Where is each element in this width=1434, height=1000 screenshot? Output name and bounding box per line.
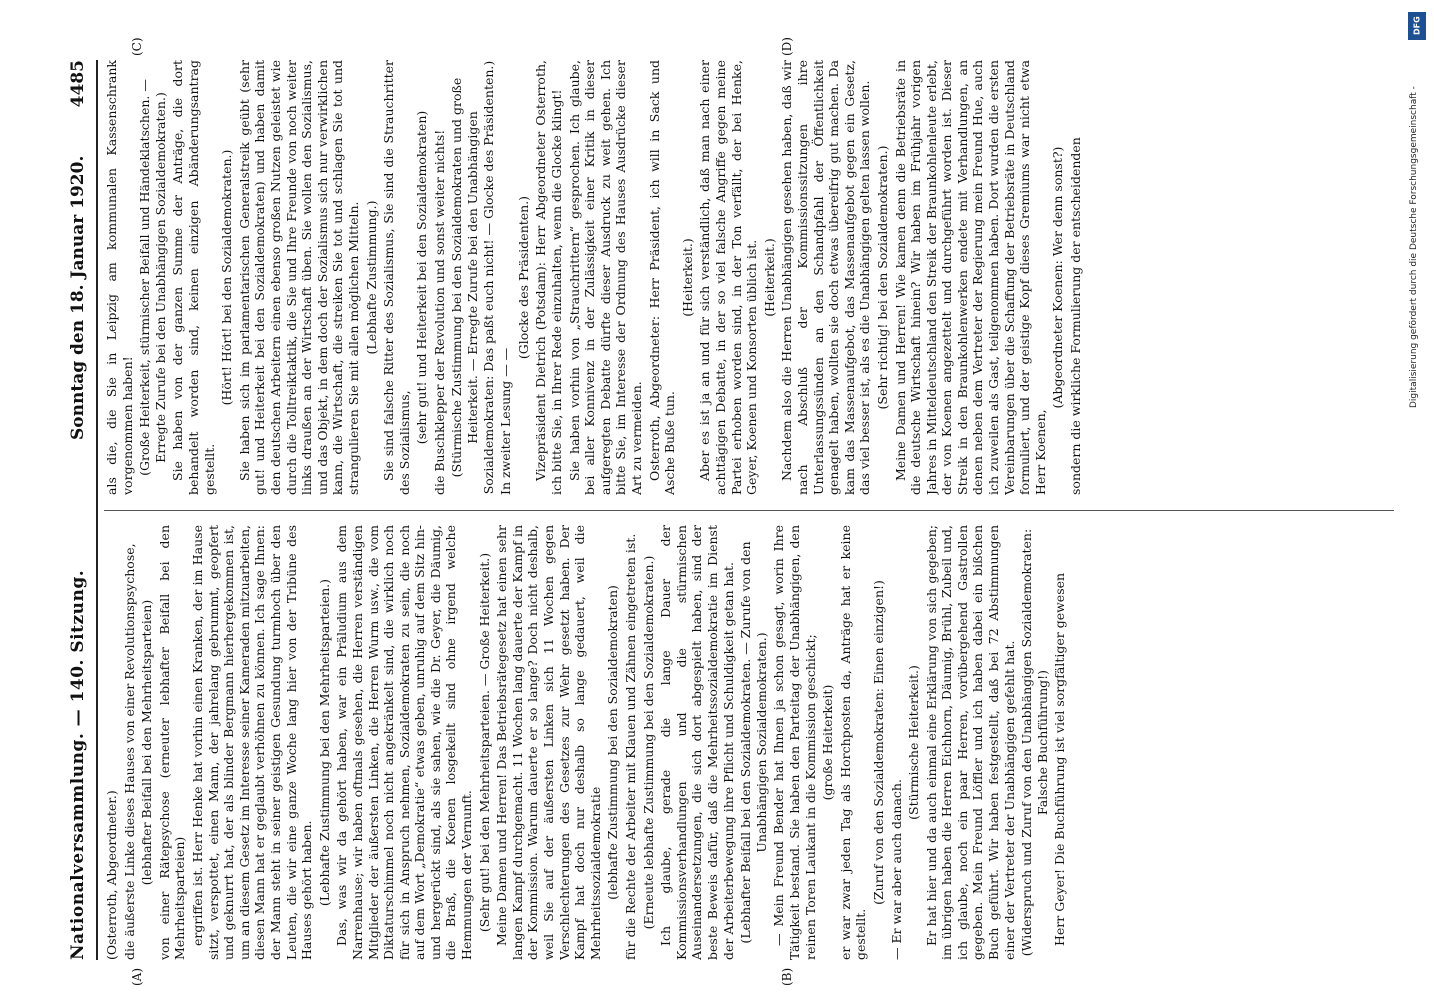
margin-mark-a: (A) (130, 967, 144, 986)
header-left: Nationalversammlung. — 140. Sitzung. (68, 569, 88, 960)
paragraph: — Er war aber auch danach. (888, 779, 904, 960)
paragraph: (Osterroth, Abgeordneter.) (104, 790, 119, 960)
paragraph: Sie haben von der ganzen Summe der Anträge, die dort behandelt worden sind, keinen einzigen Abänderungsantrag gestellt. (170, 60, 217, 495)
paragraph: Nachdem also die Herren Unabhängigen gesehen haben, daß wir nach Abschluß der Kommissionssitzungen ihre Unterlassungssünden an den Schandpfahl der Öffentlichkeit genagelt haben, wollten sie doch etwas übereifrig gut machen. Da kam das Massenaufgebot, das Massenaufgebot gegen ein Gesetz, das viel besser ist, als es die Unabhängigen gelten lassen wollen. (779, 60, 873, 495)
margin-mark-b: (B) (780, 967, 794, 986)
page-number: 4485 (68, 60, 88, 108)
paragraph: (Heiterkeit.) (679, 238, 695, 317)
paragraph: (lebhafte Zustimmung bei den Sozialdemokraten) (605, 585, 621, 900)
column-right (104, 60, 1394, 495)
paragraph: Sie haben vorhin von „Strauchrittern“ gesprochen. Ich glaube, bei aller Konnivenz in der Zulässigkeit einer Kritik in dieser aufgeregten Debatte dürfte dieser Ausdruck zu weit gehen. Ich bitte Sie, im Interesse der Ordnung des Hauses Ausdrücke dieser Art zu vermeiden. (566, 60, 644, 495)
paragraph: sondern die wirkliche Formulierung der entscheidenden (1068, 137, 1084, 495)
paragraph: Er hat hier und da auch einmal eine Erklärung von sich gegeben; im übrigen haben die Herren Eichhorn, Däumig, Brühl, Zubeil und, ich glaube, noch ein paar Herren, vorübergehend Gastrollen gegeben. Mein Freund Löffler und ich haben dabei ein bißchen Buch geführt. Wir haben festgestellt, daß bei 72 Abstimmungen einer der Vertreter der Unabhängigen gefehlt hat. (923, 525, 1017, 960)
column-left (104, 525, 1394, 960)
paragraph: (Widerspruch und Zuruf von den Unabhängigen Sozialdemokraten: Falsche Buchführung!) (1019, 528, 1050, 957)
digitization-sidebar (1406, 8, 1428, 992)
paragraph: Sie sind falsche Ritter des Sozialismus, Sie sind die Strauchritter des Sozialismus, (381, 60, 412, 495)
paragraph: Osterroth, Abgeordneter: Herr Präsident, ich will in Sack und Asche Buße tun. (646, 60, 678, 495)
paragraph: für die Rechte der Arbeiter mit Klauen und Zähnen eingetreten ist. (623, 533, 638, 960)
paragraph: Vizepräsident Dietrich (Potsdam): Herr Abgeordneter Osterroth, ich bitte Sie, in Ihrer Rede einzuhalten, wenn die Glocke klingt! (533, 60, 565, 495)
paragraph: Meine Damen und Herren! Wie kamen denn die Betriebsräte in die deutsche Wirtschaft hinein? Wir haben im Frühjahr vorigen Jahres in Mitteldeutschland den Streik der Braunkohlenleute erlebt, der von Koenen angezettelt und durchgeführt worden ist. Dieser Streik in den Braunkohlenwerken endete mit Verhandlungen, an denen neben dem Vertreter der Regierung mein Freund Hue, auch ich zuweilen als Gast, teilgenommen haben. Dort wurden die ersten Vereinbarungen über die Schaffung der Betriebsräte in Deutschland formuliert, und der geistige Kopf dieses Gremiums war nicht etwa Herr Koenen, (892, 60, 1048, 495)
digitization-credit: Digitalisierung gefördert durch die Deutsche Forschungsgemeinschaft - (1409, 86, 1419, 408)
paragraph: — Mein Freund Bender hat Ihnen ja schon gesagt, worin Ihre Tätigkeit bestand. Sie haben den Parteitag der Unabhängigen, den reinen Toren Laukant in die Kommission geschickt; (771, 525, 818, 960)
page-header (60, 60, 98, 960)
header-date: Sonntag den 18. Januar 1920. (68, 155, 88, 440)
paragraph: (Erneute lebhafte Zustimmung bei den Sozialdemokraten.) (640, 555, 656, 930)
rotated-page-content (60, 37, 1400, 986)
paragraph: In zweiter Lesung — — (498, 347, 514, 495)
paragraph: (Sehr richtig! bei den Sozialdemokraten.) (874, 145, 890, 410)
paragraph: (lebhafter Beifall bei den Mehrheitsparteien) (139, 599, 155, 886)
paragraph: die äußerste Linke dieses Hauses von einer Revolutionspsychose, (121, 543, 137, 960)
paragraph: (Sehr gut! bei den Mehrheitsparteien. — Große Heiterkeit.) (476, 552, 492, 933)
paragraph: (sehr gut! und Heiterkeit bei den Sozialdemokraten) (414, 110, 430, 445)
paragraph: Ich glaube, gerade die lange Dauer der Kommissionsverhandlungen und die stürmischen Auseinandersetzungen, die sich dort abgespielt haben, sind der beste Beweis dafür, daß die Mehrheitssozialdemokratie im Dienst der Arbeiterbewegung ihre Pflicht und Schuldigkeit getan hat. (658, 525, 736, 960)
paragraph: ergriffen ist. Herr Henke hat vorhin einen Kranken, der im Hause sitzt, verspottet, einen Mann, der jahrelang gebrummt, geopfert und geknurrt hat, der als blinder Bergmann hierhergekommen ist, um an diesem Gesetz im Interesse seiner Kameraden mitzuarbeiten, diesen Mann hat er geglaubt verhöhnen zu können. Ich sage Ihnen: der Mann steht in seiner geistigen Gesundung turmhoch über den Leuten, die wir eine ganze Woche lang hier von der Tribüne des Hauses gehört haben. (189, 525, 315, 960)
margin-mark-c: (C) (130, 37, 144, 56)
paragraph: (Stürmische Zustimmung bei den Sozialdemokraten und große Heiterkeit. — Erregte Zurufe bei den Unabhängigen Sozialdemokraten: Das paßt euch nicht! — Glocke des Präsidenten.) (449, 60, 496, 495)
paragraph: Aber es ist ja an und für sich verständlich, daß man nach einer achttägigen Debatte, in der so viel falsche Angriffe gegen meine Partei erhoben worden sind, in der Ton verfällt, der bei Henke, Geyer, Koenen und Konsorten üblich ist. (697, 60, 760, 495)
paragraph: (Hört! Hört! bei den Sozialdemokraten.) (219, 149, 235, 406)
column-divider (104, 510, 1394, 511)
paragraph: die Buschklepper der Revolution und sonst weiter nichts! (431, 129, 447, 495)
paragraph: (Zuruf von den Sozialdemokraten: Einen einzigen!) (870, 580, 886, 905)
paragraph: (Abgeordneter Koenen: Wer denn sonst?) (1050, 146, 1066, 409)
paragraph: Das, was wir da gehört haben, war ein Präludium aus dem Narrenhause; wir haben oftmals gesehen, die Herren verständigen Mitglieder der äußersten Linken, die Herren Wurm usw., die vom Diktaturschimmel noch nicht angekränkelt sind, die wirklich noch für sich in Anspruch nehmen, Sozialdemokraten zu sein, die noch auf dem Wort „Demokratie“ etwas geben, unruhig auf dem Sitz hin- und hergerückt sind, als sie sahen, wie die Dr. Geyer, die Däumig, die Braß, die Koenen losgekeilt sind ohne irgend welche Hemmungen der Vernunft. (334, 525, 475, 960)
margin-mark-d: (D) (780, 37, 794, 56)
paragraph: (Lebhafte Zustimmung.) (363, 200, 379, 355)
paragraph: er war zwar jeden Tag als Horchposten da, Anträge hat er keine gestellt. (837, 525, 869, 960)
paragraph: von einer Rätepsychose (erneuter lebhafter Beifall bei den Mehrheitsparteien) (156, 525, 188, 960)
paragraph: (Heiterkeit.) (761, 238, 777, 317)
paragraph: (Große Heiterkeit, stürmischer Beifall und Händeklatschen. — Erregte Zurufe bei den Unabhängigen Sozialdemokraten.) (137, 79, 168, 476)
paragraph: (Lebhafter Beifall bei den Sozialdemokraten. — Zurufe von den Unabhängigen Sozialdemokraten.) (738, 541, 769, 944)
paragraph: (große Heiterkeit) (820, 684, 836, 801)
paragraph: als die, die Sie in Leipzig am kommunalen Kassenschrank vorgenommen haben! (104, 60, 135, 495)
paragraph: (Lebhafte Zustimmung bei den Mehrheitsparteien.) (316, 578, 332, 907)
paragraph: Meine Damen und Herren! Das Betriebsrätegesetz hat einen sehr langen Kampf durchgemacht. 11 Wochen lang dauerte der Kampf in der Kommission. Warum dauerte er so lange? Doch nicht deshalb, weil Sie auf der äußersten Linken sich 11 Wochen gegen Verschlechterungen des Gesetzes zur Wehr gesetzt haben. Der Kampf hat doch nur deshalb so lange gedauert, weil die Mehrheitssozialdemokratie (494, 525, 603, 960)
dfg-logo: DFG (1408, 12, 1426, 40)
paragraph: (Stürmische Heiterkeit.) (906, 665, 922, 820)
paragraph: (Glocke des Präsidenten.) (515, 195, 531, 360)
paragraph: Sie haben sich im parlamentarischen Generalstreik geübt (sehr gut! und Heiterkeit bei den Sozialdemokraten) und haben damit den deutschen Arbeitern einen ebenso großen Nutzen geleistet wie durch die Tolltreiktaktik, die Sie und Ihre Freunde von noch weiter links draußen an der Wirtschaft üben. Sie wollen den Sozialismus, und das Objekt, in dem doch der Sozialismus sich nur verwirklichen kann, die Wirtschaft, die streiken Sie tot und schlagen Sie tot und strangulieren Sie mit allen möglichen Mitteln. (236, 60, 361, 495)
paragraph: Herr Geyer! Die Buchführung ist viel sorgfältiger gewesen (1052, 572, 1068, 946)
